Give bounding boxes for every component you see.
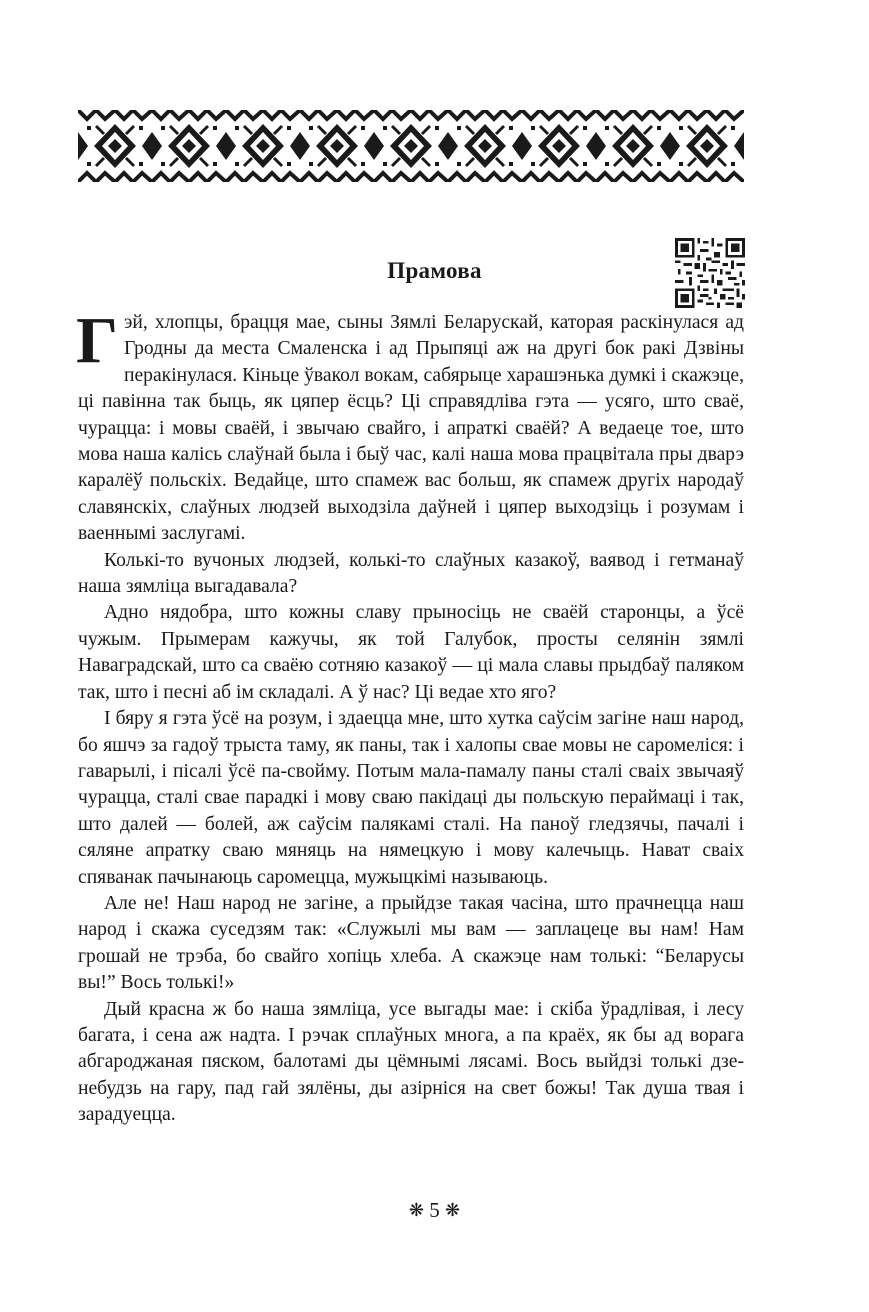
paragraph-3: Адно нядобра, што кожны славу прыносіць не сваёй старонцы, а ўсё чужым. Прымерам кажучы, як той Галубок, просты селянін зямлі Наваградскай, што са сваёю сотняю казакоў — ці мала славы прыдбаў паляком так, што і песні аб ім складалі. А ў нас? Ці ведае хто яго? [78,602,744,703]
paragraph-2: Колькі-то вучоных людзей, колькі-то слаўных казакоў, ваявод і гетманаў наша зямліца выгадавала? [78,549,744,598]
article-body [76,304,744,1129]
page-title: Прамова [387,258,482,283]
paragraph-4: І бяру я гэта ўсё на розум, і здаецца мне, што хутка саўсім загіне наш народ, бо яшчэ за гадоў трыста таму, як паны, так і халопы свае мовы не саромеліся: і гаварылі, і пісалі ўсё па-свойму. Потым мала-памалу паны сталі сваіх звычаяў чурацца, сталі свае парадкі і мову сваю пакідаці ды польскую пераймаці і так, што далей — болей, аж саўсім палякамі сталі. На паноў гледзячы, пачалі і сяляне апратку сваю мяняць на нямецкую і мову калечыць. Нават сваіх спяванак пачынаюць саромецца, мужыцкімі называюць. [78,708,744,888]
ornament-band [78,110,744,182]
ornament-left-icon: ❋ [408,1200,424,1220]
paragraph-5: Але не! Наш народ не загіне, а прыйдзе такая часіна, што прачнецца наш народ і скажа суседзям так: «Служылі мы вам — заплацеце вы нам! Нам грошай не трэба, бо свайго хопіць хлеба. А скажэце нам толькі: “Беларусы вы!” Вось толькі!» [78,892,744,994]
paragraph-1 [76,304,744,548]
paragraph-1-text: эй, хлопцы, брацця мае, сыны Зямлі Беларускай, каторая раскінулася ад Гродны да места Смаленска і ад Прыпяці аж на другі бок ракі Дзвіны перакінулася. Кіньце ўвакол вокам, сабярыце харашэнька думкі і скажэце, ці павінна так быць, як цяпер ёсць? Ці справядліва гэта — усяго, што сваё, чурацца: і мовы сваёй, і звычаю свайго, і апраткі сваёй? А ведаеце тое, што мова наша калісь слаўнай была і быў час, калі наша мова працвітала пры дварэ каралёў польскіх. Ведайце, што спамеж вас больш, як спамеж другіх народаў славянскіх, слаўных людзей выходзіла даўней і цяпер выходзіць і розумам і ваеннымі заслугамі. [78,312,744,545]
drop-cap: Г [76,304,118,377]
ornament-right-icon: ❋ [445,1200,461,1220]
page-footer [0,1198,869,1223]
paragraph-6: Дый красна ж бо наша зямліца, усе выгады мае: і скіба ўрадлівая, і лесу багата, і сена аж надта. І рэчак сплаўных многа, а па краёх, як бы ад ворага абгароджаная пяском, балотамі ды цёмнымі лясамі. Вось выйдзі толькі дзе-небудзь на гару, пад гай зялёны, ды азірніся на свет божы! Так душа твая і зарадуецца. [78,998,744,1126]
page-number: 5 [429,1198,440,1222]
